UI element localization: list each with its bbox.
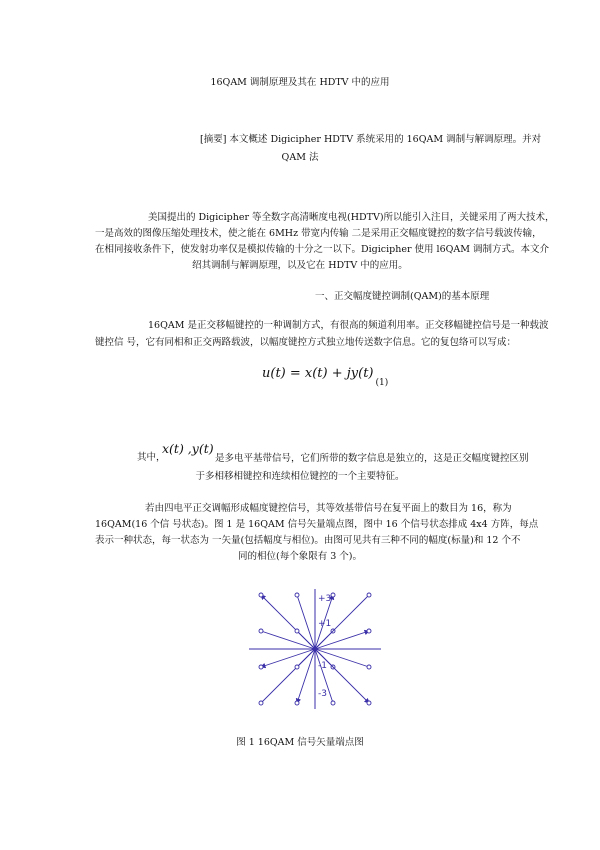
constellation-point bbox=[331, 701, 335, 705]
section-para-2: 键控信 号，它有同相和正交两路载波，以幅度键控方式独立地传送数字信息。它的复包络可以写成： bbox=[95, 337, 517, 348]
para-4-line-3: 表示一种状态，每一状态为 一矢量(包括幅度与相位)。由图可见共有三种不同的幅度(标量)和 12 个不 bbox=[95, 535, 521, 546]
equation-body: u(t) = x(t) + jy(t) bbox=[262, 366, 374, 381]
signal-vector bbox=[297, 649, 315, 703]
abstract-line-1: [摘要] 本文概述 Digicipher HDTV 系统采用的 16QAM 调制与解调原理。并对 bbox=[200, 134, 542, 145]
para-4-line-1: 若由四电平正交调幅形成幅度键控信号，其等效基带信号在复平面上的数目为 16，称为 bbox=[145, 503, 512, 514]
constellation-diagram bbox=[245, 585, 385, 713]
intro-line-4: 绍其调制与解调原理，以及它在 HDTV 中的应用。 bbox=[192, 260, 408, 271]
label-plus1: +1 bbox=[318, 619, 332, 629]
constellation-point bbox=[367, 701, 371, 705]
para-4-line-4: 同的相位(每个象限有 3 个)。 bbox=[238, 551, 362, 562]
constellation-point bbox=[295, 701, 299, 705]
signal-vector bbox=[297, 595, 315, 649]
para-3-text: 是多电平基带信号，它们所带的数字信息是独立的，这是正交幅度键控区别 bbox=[215, 453, 529, 464]
intro-line-3: 在相同接收条件下，使发射功率仅是模拟传输的十分之一以下。Digicipher 使用 l6QAM 调制方式。本文介 bbox=[95, 244, 550, 255]
intro-line-1: 美国提出的 Digicipher 等全数字高清晰度电视(HDTV)所以能引入注目，关键采用了两大技术， bbox=[148, 212, 555, 223]
para-3-variables: x(t) ,y(t) bbox=[162, 441, 214, 456]
section-heading: 一、正交幅度键控调制(QAM)的基本原理 bbox=[315, 291, 490, 302]
constellation-point bbox=[295, 629, 299, 633]
constellation-point bbox=[331, 593, 335, 597]
document-title: 16QAM 调制原理及其在 HDTV 中的应用 bbox=[210, 77, 390, 88]
para-4-line-2: 16QAM(16 个信 号状态)。图 1 是 16QAM 信号矢量端点图，图中 16 个信号状态排成 4x4 方阵，每点 bbox=[95, 519, 539, 530]
constellation-point bbox=[259, 593, 263, 597]
signal-vector bbox=[261, 649, 315, 667]
label-minus1: -1 bbox=[318, 661, 327, 671]
para-3-lead: 其中， bbox=[137, 452, 166, 463]
label-minus3: -3 bbox=[318, 689, 327, 699]
intro-line-2: 一是高效的图像压缩处理技术，使之能在 6MHz 带宽内传输 二是采用正交幅度键控的数字信号载波传输， bbox=[95, 228, 542, 239]
para-3-line-2: 于多相移相键控和连续相位键控的一个主要特征。 bbox=[195, 471, 405, 482]
figure-caption: 图 1 16QAM 信号矢量端点图 bbox=[236, 737, 364, 748]
signal-vector bbox=[315, 631, 369, 649]
signal-vector bbox=[261, 631, 315, 649]
equation-number: (1) bbox=[375, 378, 389, 388]
constellation-point bbox=[259, 629, 263, 633]
constellation-point bbox=[259, 701, 263, 705]
constellation-point bbox=[295, 665, 299, 669]
label-plus3: +3 bbox=[318, 594, 332, 604]
constellation-point bbox=[367, 593, 371, 597]
constellation-point bbox=[259, 665, 263, 669]
section-para-1: 16QAM 是正交移幅键控的一种调制方式，有很高的频道利用率。正交移幅键控信号是一种载波 bbox=[148, 320, 549, 331]
abstract-line-2: QAM 法 bbox=[281, 152, 319, 163]
constellation-point bbox=[295, 593, 299, 597]
equation-1 bbox=[262, 366, 389, 388]
constellation-point bbox=[367, 629, 371, 633]
constellation-point bbox=[367, 665, 371, 669]
